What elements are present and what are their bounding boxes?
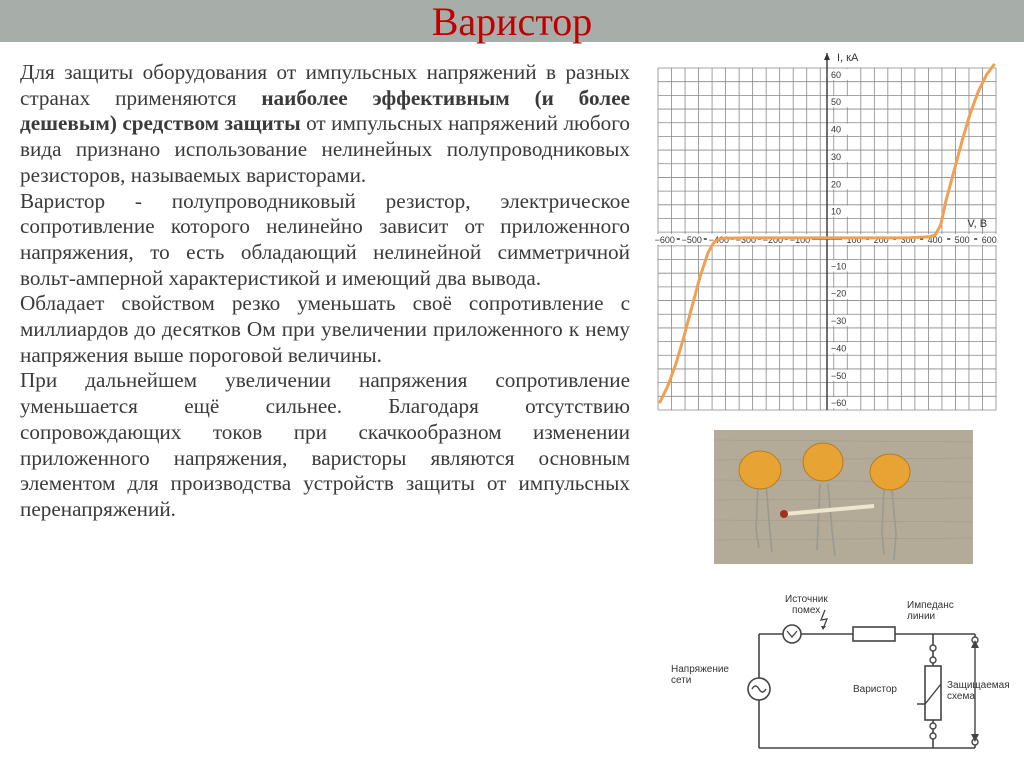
y-tick-label: −30 [831,316,847,327]
y-tick-label: 60 [831,69,842,80]
impedance-label-2: линии [907,611,936,622]
x-tick-label: 200 [873,235,889,245]
paragraph-4 [20,368,630,522]
x-tick-label: 600 [981,235,997,245]
text-run: Для защиты оборудования от импульсных напряжений в разных странах применяются [20,60,630,110]
bold-text: наиболее эффективным (и более дешевым) средством защиты [20,85,631,136]
match-head [780,510,788,518]
x-tick-label: −300 [735,235,757,245]
x-axis-label: V, В [967,218,988,230]
y-tick-label: −20 [831,288,847,299]
chart-axes [658,53,1000,410]
noise-source-icon [783,625,801,643]
load-label-1: Защищаемая [947,680,1010,691]
y-tick-label: −40 [831,343,847,354]
y-tick-label: 50 [831,97,842,108]
varistor-disc-2 [803,443,843,481]
photo-background [714,430,973,564]
load-label-2: схема [947,691,975,702]
varistor-photo [714,430,973,564]
x-tick-label: 400 [927,235,943,245]
paragraph-2 [20,189,630,292]
line-impedance-resistor [853,627,895,641]
varistor-disc-3 [870,454,910,490]
text-run: При дальнейшем увеличении напряжения сопротивление уменьшается ещё сильнее. Благодаря отсутствию сопровождающих токов при скачкообразном изменении приложенного напряжения, варисторы являются основным элементом для производства устройств защиты от импульсных перенапряжений. [20,368,630,521]
y-tick-label: −50 [831,370,847,381]
paragraph-1 [20,60,630,189]
mains-label-1: Напряжение [671,664,729,675]
x-tick-label: −600 [654,235,675,245]
y-tick-label: 10 [831,206,842,217]
y-axis-label: I, кА [837,52,859,65]
y-tick-label: 30 [831,151,842,162]
paragraph-3 [20,291,630,368]
mains-label-2: сети [671,675,692,686]
text-run: Варистор - полупроводниковый резистор, электрическое сопротивление которого нелинейно зависит от приложенного напряжения, то есть обладающий нелинейной симметричной вольт-амперной характеристикой и имеющий два вывода. [20,188,630,290]
y-axis-arrow [824,53,830,60]
impedance-label-1: Импеданс [907,600,954,611]
y-tick-label: −10 [831,261,847,272]
text-run: Обладает свойством резко уменьшать своё сопротивление с миллиардов до десятков Ом при увеличении приложенного к нему напряжения выше пороговой величины. [20,291,630,367]
vi-characteristic-chart [655,46,999,414]
slide-title: Варистор [431,0,593,44]
y-tick-label: 40 [831,124,842,135]
y-tick-label: −60 [831,398,847,409]
x-tick-label: −400 [708,235,729,245]
source-label-2: помех [792,605,821,616]
x-tick-label: 100 [846,235,862,245]
x-tick-label: −100 [789,235,811,245]
x-tick-label: −500 [681,235,702,245]
varistor-disc-1 [739,451,781,489]
source-label-1: Источник [785,594,828,605]
protection-circuit-diagram [655,588,1010,763]
y-tick-label: 20 [831,179,842,190]
varistor-label: Варистор [853,684,897,695]
x-tick-label: 300 [900,235,916,245]
x-tick-label: −200 [762,235,784,245]
text-run: от импульсных напряжений любого вида признано использование нелинейных полупроводниковых резисторов, называемых варисторами. [20,111,630,187]
x-tick-label: 500 [954,235,970,245]
body-text [20,60,630,523]
